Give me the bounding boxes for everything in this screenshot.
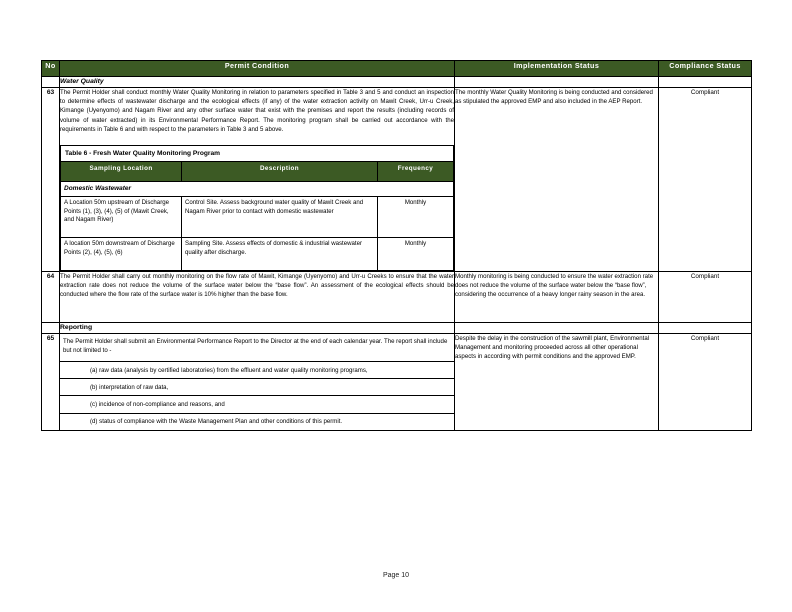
condition-item-b: (b) interpretation of raw data, [60, 379, 454, 396]
table6-column-header-sampling-location: Sampling Location [61, 162, 182, 182]
list-item [60, 362, 454, 379]
implementation-status-65: Despite the delay in the construction of the sawmill plant, Environmental Management and monitoring proceeded across all other operational aspects in according with permit conditions and the approved EMP. [455, 333, 659, 430]
column-header-no: No [42, 61, 60, 77]
table6-description: Sampling Site. Assess effects of domestic & industrial wastewater quality after discharge. [182, 237, 378, 270]
section-comp-blank [659, 77, 752, 88]
section-label-water-quality: Water Quality [60, 77, 455, 88]
table-row [42, 88, 752, 272]
table6-subheading-row [61, 182, 454, 196]
row-number-64: 64 [42, 271, 60, 322]
table6-sampling-location: A Location 50m upstream of Discharge Points (1), (3), (4), (5) of (Mawit Creek, and Nagam River) [61, 196, 182, 237]
condition-item-a: (a) raw data (analysis by certified laboratories) from the effluent and water quality monitoring programs, [60, 362, 454, 379]
compliance-status-64: Compliant [659, 271, 752, 322]
table6-row [61, 237, 454, 270]
section-label-reporting: Reporting [60, 322, 455, 333]
table6-title: Table 6 - Fresh Water Quality Monitoring Program [60, 145, 454, 161]
table6-description: Control Site. Assess background water quality of Mawit Creek and Nagam River prior to contact with domestic wastewater [182, 196, 378, 237]
column-header-implementation-status: Implementation Status [455, 61, 659, 77]
list-item [60, 396, 454, 413]
table6-block [60, 145, 454, 271]
table6-header-row [61, 162, 454, 182]
table-row [42, 333, 752, 430]
section-no-blank [42, 322, 60, 333]
compliance-status-63: Compliant [659, 88, 752, 272]
column-header-permit-condition: Permit Condition [60, 61, 455, 77]
table6-sampling-location: A location 50m downstream of Discharge Points (2), (4), (5), (6) [61, 237, 182, 270]
table-header [42, 61, 752, 77]
condition-paragraph: The Permit Holder shall carry out monthly monitoring on the flow rate of Mawit, Kimange (Uyenyomo) and Urr-u Creeks to ensure that the water extraction rate does not reduce the volume of the surface water below the “base flow”. An assessment of the ecological effects should be conducted where the flow rate of the surface water is 10% higher than the base flow. [60, 272, 454, 298]
page-footer: Page 10 [382, 572, 410, 579]
section-no-blank [42, 77, 60, 88]
table6-frequency: Monthly [378, 196, 454, 237]
section-impl-blank [455, 77, 659, 88]
permit-condition-64 [60, 271, 455, 322]
condition-item-d: (d) status of compliance with the Waste Management Plan and other conditions of this permit. [60, 413, 454, 430]
row-number-63: 63 [42, 88, 60, 272]
permit-conditions-table [41, 60, 752, 431]
permit-condition-65 [60, 333, 455, 430]
table6 [60, 161, 454, 270]
column-header-compliance-status: Compliance Status [659, 61, 752, 77]
section-row-reporting [42, 322, 752, 333]
permit-condition-63 [60, 88, 455, 272]
condition-sub-list [60, 361, 454, 430]
table6-frequency: Monthly [378, 237, 454, 270]
implementation-status-64: Monthly monitoring is being conducted to ensure the water extraction rate does not reduce the volume of the surface water below the “base flow”, considering the occurrence of a heavy longer rainy season in the area. [455, 271, 659, 322]
table6-column-header-frequency: Frequency [378, 162, 454, 182]
list-item [60, 413, 454, 430]
header-row [42, 61, 752, 77]
list-item [60, 379, 454, 396]
condition-lead-paragraph: The Permit Holder shall submit an Environmental Performance Report to the Director at the end of each calendar year. The report shall include but not limited to - [63, 337, 448, 355]
section-comp-blank [659, 322, 752, 333]
section-row-water-quality [42, 77, 752, 88]
table-row [42, 271, 752, 322]
table6-column-header-description: Description [182, 162, 378, 182]
section-impl-blank [455, 322, 659, 333]
compliance-status-65: Compliant [659, 333, 752, 430]
condition-paragraph: The Permit Holder shall conduct monthly Water Quality Monitoring in relation to parameters specified in Table 3 and 5 and conduct an inspection to determine effects of wastewater discharge and the ecological effects (if any) of the water extraction activity on Mawit Creek, Urr-u Creek, Kimange (Uyenyomo) and Nagam River and any other surface water that exist with the premises and report the results (including records of volume of water extracted) in its Environmental Performance Report. The monitoring program shall be carried out accordance with the requirements in Table 6 and with respect to the parameters in Table 3 and 5 above. [60, 89, 454, 133]
row-number-65: 65 [42, 333, 60, 430]
implementation-status-63: The monthly Water Quality Monitoring is being conducted and considered as stipulated the approved EMP and also included in the AEP Report. [455, 88, 659, 272]
condition-item-c: (c) incidence of non-compliance and reasons, and [60, 396, 454, 413]
table6-row [61, 196, 454, 237]
table6-subheading-domestic-wastewater: Domestic Wastewater [61, 182, 454, 196]
